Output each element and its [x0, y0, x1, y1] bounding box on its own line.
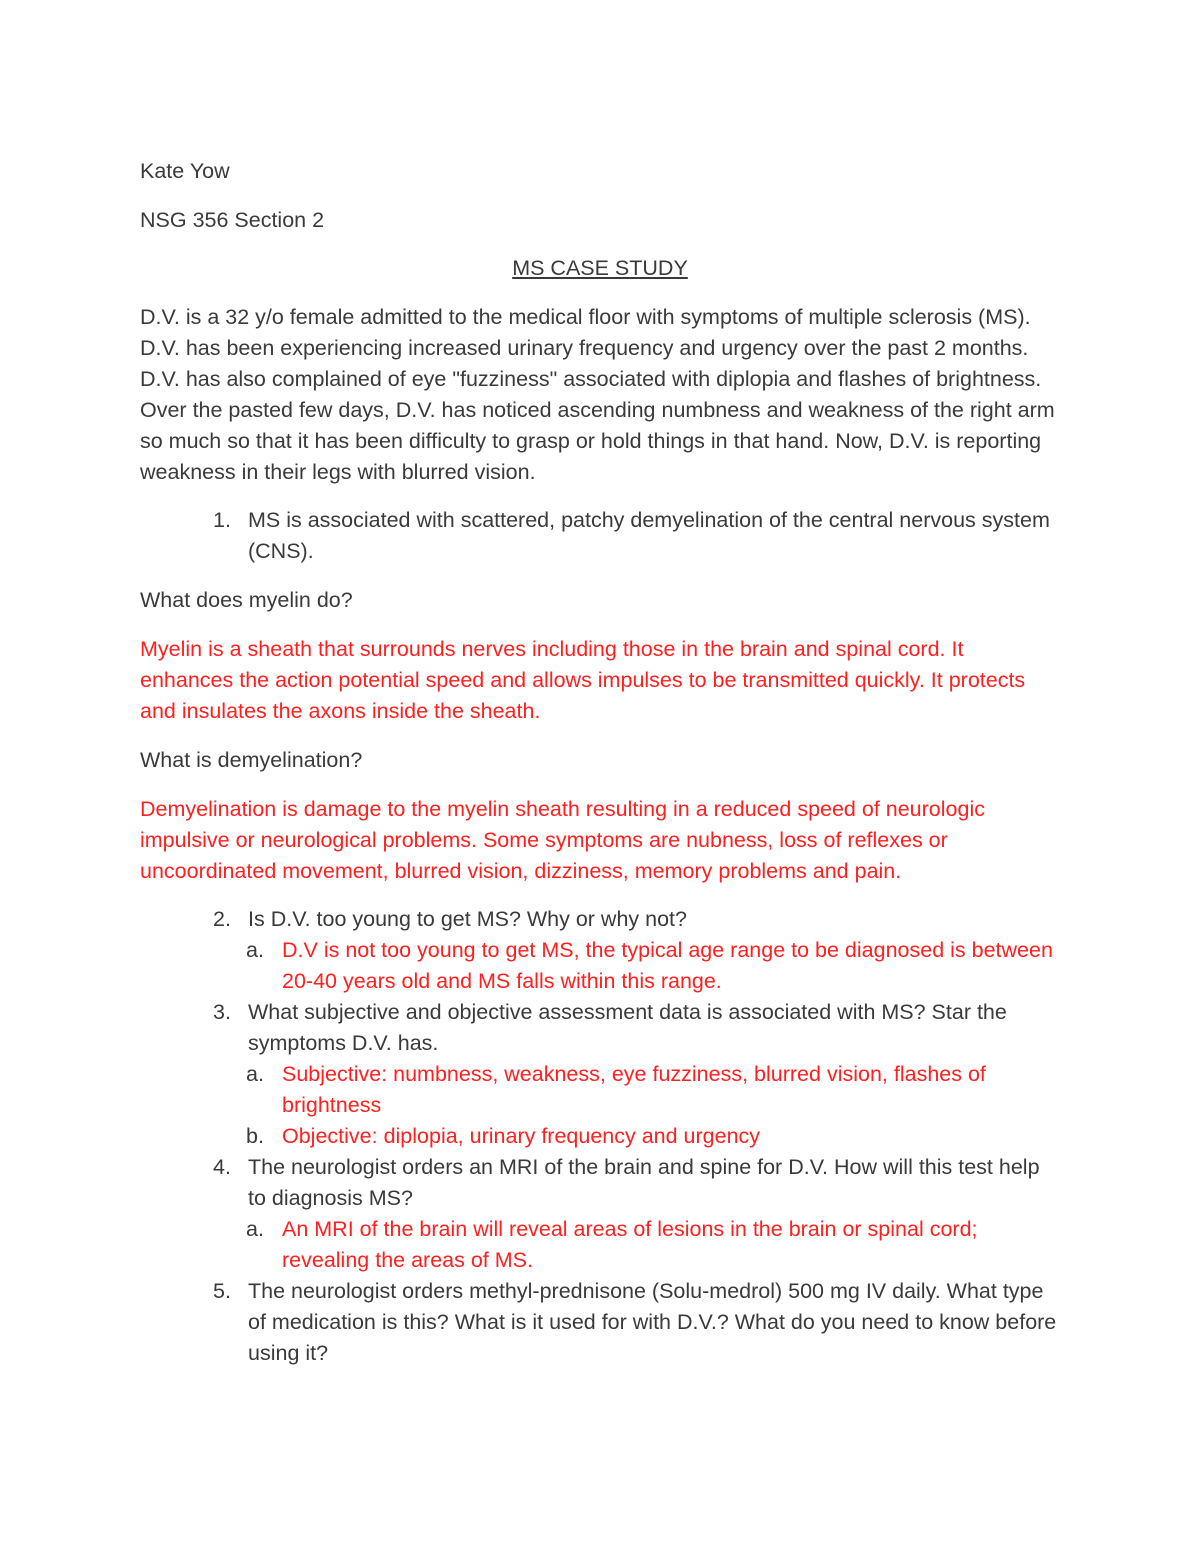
answer-letter: a.: [246, 1217, 264, 1241]
item-text: What subjective and objective assessment data is associated with MS? Star the symptoms D.V. has.: [248, 1000, 1007, 1055]
item-number: 4.: [213, 1155, 231, 1179]
item-number: 1.: [213, 508, 231, 532]
item-text: MS is associated with scattered, patchy demyelination of the central nervous system (CNS).: [248, 508, 1050, 563]
answer-sublist: [248, 1059, 1060, 1152]
answer-demyelination: Demyelination is damage to the myelin sheath resulting in a reduced speed of neurologic impulsive or neurological problems. Some symptoms are nubness, loss of reflexes or uncoordinated movement, blurred vision, dizziness, memory problems and pain.: [140, 797, 985, 883]
answer-myelin: Myelin is a sheath that surrounds nerves including those in the brain and spinal cord. It enhances the action potential speed and allows impulses to be transmitted quickly. It protects and insulates the axons inside the sheath.: [140, 637, 1026, 723]
course-section: NSG 356 Section 2: [140, 208, 325, 232]
answer-sublist: [248, 935, 1060, 997]
answer-item: [140, 1214, 1060, 1276]
list-item: [140, 904, 1060, 997]
case-intro: D.V. is a 32 y/o female admitted to the medical floor with symptoms of multiple sclerosis (MS). D.V. has been experiencing increased urinary frequency and urgency over the past 2 months. D.V. has also complained of eye "fuzziness" associated with diplopia and flashes of brightness. Over the pasted few days, D.V. has noticed ascending numbness and weakness of the right arm so much so that it has been difficulty to grasp or hold things in that hand. Now, D.V. is reporting weakness in their legs with blurred vision.: [140, 305, 1055, 484]
answer-letter: a.: [246, 1062, 264, 1086]
question-list-1: [140, 505, 1060, 567]
item-text: The neurologist orders methyl-prednisone (Solu-medrol) 500 mg IV daily. What type of medication is this? What is it used for with D.V.? What do you need to know before using it?: [248, 1279, 1057, 1365]
answer-sublist: [248, 1214, 1060, 1276]
item-text: The neurologist orders an MRI of the brain and spine for D.V. How will this test help to diagnosis MS?: [248, 1155, 1040, 1210]
list-item: [140, 1152, 1060, 1276]
answer-text: Objective: diplopia, urinary frequency and urgency: [282, 1124, 761, 1148]
list-item: [140, 505, 1060, 567]
answer-text: Subjective: numbness, weakness, eye fuzziness, blurred vision, flashes of brightness: [282, 1062, 986, 1117]
answer-item: [140, 1059, 1060, 1121]
item-number: 5.: [213, 1279, 231, 1303]
answer-text: D.V is not too young to get MS, the typical age range to be diagnosed is between 20-40 years old and MS falls within this range.: [282, 938, 1053, 993]
answer-item: [140, 935, 1060, 997]
list-item: [140, 1276, 1060, 1369]
document-title: MS CASE STUDY: [512, 256, 688, 280]
answer-letter: b.: [246, 1124, 264, 1148]
question-myelin: What does myelin do?: [140, 588, 353, 612]
item-text: Is D.V. too young to get MS? Why or why not?: [248, 907, 687, 931]
item-number: 2.: [213, 907, 231, 931]
question-demyelination: What is demyelination?: [140, 748, 363, 772]
answer-item: [140, 1121, 1060, 1152]
item-number: 3.: [213, 1000, 231, 1024]
answer-text: An MRI of the brain will reveal areas of lesions in the brain or spinal cord; revealing the areas of MS.: [282, 1217, 978, 1272]
question-list-2: [140, 904, 1060, 1369]
answer-letter: a.: [246, 938, 264, 962]
list-item: [140, 997, 1060, 1152]
student-name: Kate Yow: [140, 159, 230, 183]
